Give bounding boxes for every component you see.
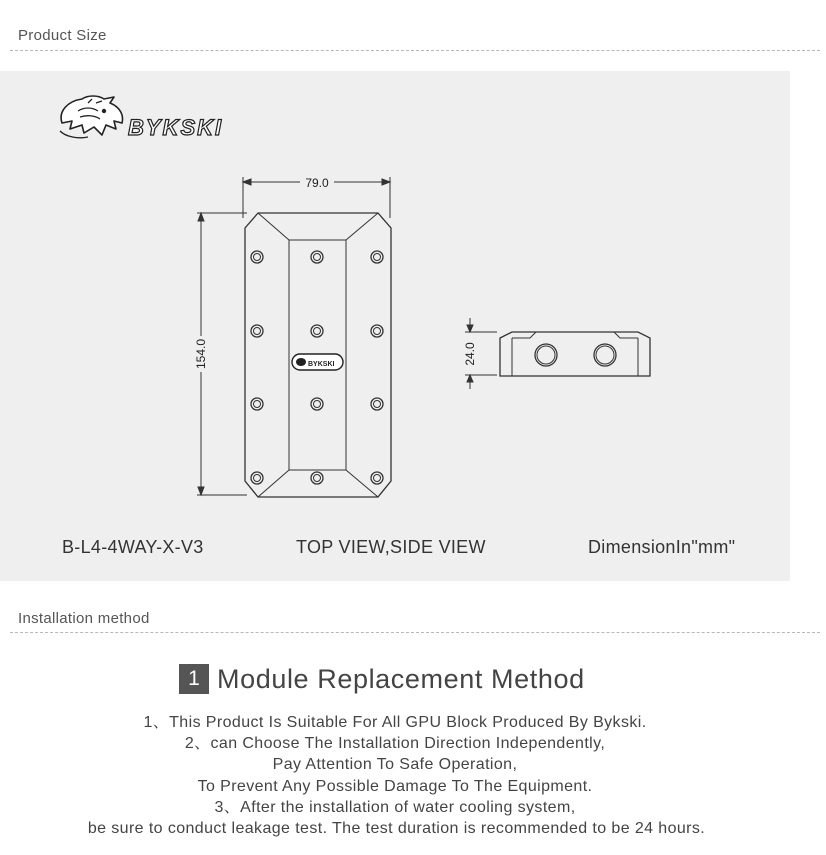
screw-hole: [314, 328, 321, 335]
screw-hole: [311, 398, 323, 410]
logo-plate-icon: [296, 358, 306, 366]
screw-hole: [311, 325, 323, 337]
width-dimension-label: 79.0: [305, 176, 329, 190]
logo-plate-text: BYKSKI: [308, 361, 335, 368]
screw-hole: [371, 325, 383, 337]
screw-hole: [251, 325, 263, 337]
screw-hole: [254, 328, 261, 335]
screw-hole: [254, 475, 261, 482]
port-circle: [537, 346, 555, 364]
screw-hole: [254, 401, 261, 408]
screw-hole: [254, 254, 261, 261]
port-circle: [594, 344, 616, 366]
screw-hole: [374, 254, 381, 261]
arrowhead: [382, 179, 390, 185]
instruction-line: be sure to conduct leakage test. The test duration is recommended to be 24 hours.: [87, 820, 706, 838]
screw-hole: [371, 472, 383, 484]
screw-hole: [314, 401, 321, 408]
screw-hole: [251, 398, 263, 410]
arrowhead: [467, 375, 473, 382]
section-divider: [10, 50, 820, 51]
instruction-line: 3、After the installation of water cooling system,: [214, 798, 576, 816]
screw-hole: [371, 251, 383, 263]
view-caption: TOP VIEW,SIDE VIEW: [296, 537, 486, 557]
installation-heading: Installation method: [18, 610, 150, 627]
screw-hole: [251, 472, 263, 484]
product-size-heading: Product Size: [18, 27, 107, 44]
technical-drawing: [0, 71, 790, 581]
port-circle: [596, 346, 614, 364]
screw-hole: [314, 475, 321, 482]
screw-hole: [371, 398, 383, 410]
instruction-line: Pay Attention To Safe Operation,: [272, 756, 518, 774]
side-view-edge: [512, 332, 638, 338]
screw-hole: [311, 251, 323, 263]
side-view-outline: [500, 332, 650, 376]
port-circle: [535, 344, 557, 366]
arrowhead: [243, 179, 251, 185]
unit-caption: DimensionIn"mm": [588, 537, 736, 557]
brand-logo-text: BYKSKI: [128, 115, 224, 140]
arrowhead: [198, 213, 204, 221]
thickness-dimension-label: 24.0: [463, 342, 477, 366]
screw-hole: [251, 251, 263, 263]
screw-hole: [311, 472, 323, 484]
screw-hole: [374, 475, 381, 482]
method-instructions: [0, 712, 790, 839]
screw-hole: [314, 254, 321, 261]
height-dimension-label: 154.0: [194, 338, 208, 370]
screw-hole: [374, 328, 381, 335]
instruction-line: 2、can Choose The Installation Direction Independently,: [184, 735, 606, 753]
method-number-badge: 1: [179, 664, 209, 694]
screw-hole: [374, 401, 381, 408]
top-view-bevel: [258, 213, 378, 240]
model-caption: B-L4-4WAY-X-V3: [62, 537, 204, 557]
section-divider: [10, 632, 820, 633]
instruction-line: 1、This Product Is Suitable For All GPU Block Produced By Bykski.: [143, 714, 647, 731]
arrowhead: [198, 487, 204, 495]
instruction-line: To Prevent Any Possible Damage To The Equipment.: [197, 777, 593, 795]
method-title: [179, 662, 585, 696]
product-drawing-panel: [0, 71, 790, 581]
arrowhead: [467, 325, 473, 332]
method-title-text: Module Replacement Method: [217, 663, 585, 694]
